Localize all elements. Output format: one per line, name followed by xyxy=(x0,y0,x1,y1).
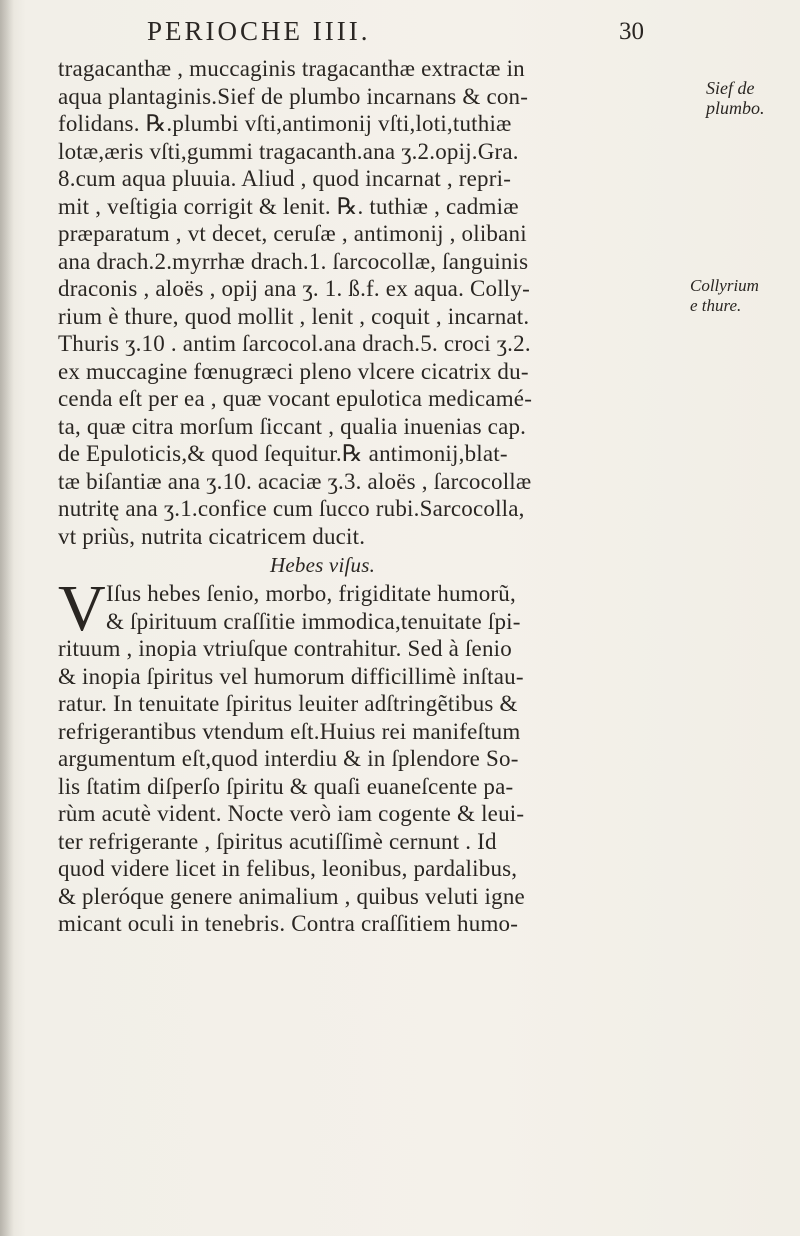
text-line: refrigerantibus vtendum eſt.Huius rei manifeſtum xyxy=(58,718,521,744)
text-line: ter refrigerante , ſpiritus acutiſſimè cernunt . Id xyxy=(58,828,497,854)
text-line: cenda eſt per ea , quæ vocant epulotica medicamé- xyxy=(58,386,533,411)
text-line: ana drach.2.myrrhæ drach.1. ſarcocollæ, ſanguinis xyxy=(58,248,529,274)
text-line: 8.cum aqua pluuia. Aliud , quod incarnat , repri- xyxy=(58,166,512,191)
text-line: & pleróque genere animalium , quibus veluti igne xyxy=(58,883,525,909)
text-line: rituum , inopia vtriuſque contrahitur. Sed à ſenio xyxy=(58,636,512,661)
text-line: vt priùs, nutrita cicatricem ducit. xyxy=(58,523,366,549)
text-line: & inopia ſpiritus vel humorum difficillimè inſtau- xyxy=(58,663,524,689)
text-line: tæ biſantiæ ana ʒ.10. acaciæ ʒ.3. aloës , ſarcocollæ xyxy=(58,468,532,494)
section-heading: Hebes viſus. xyxy=(270,553,376,577)
text-line: rium è thure, quod mollit , lenit , coquit , incarnat. xyxy=(58,303,530,329)
margin-note-sief-de-plumbo xyxy=(706,78,765,118)
text-line: Thuris ʒ.10 . antim ſarcocol.ana drach.5. croci ʒ.2. xyxy=(58,331,531,356)
margin-note-line: plumbo. xyxy=(706,98,765,118)
margin-note-collyrium xyxy=(690,276,759,316)
text-line: ex muccagine fœnugræci pleno vlcere cicatrix du- xyxy=(58,358,529,384)
main-text xyxy=(58,55,678,938)
text-line: quod videre licet in felibus, leonibus, pardalibus, xyxy=(58,856,518,881)
text-line: ta, quæ citra morſum ſiccant , qualia inuenias cap. xyxy=(58,413,527,439)
text-line: & ſpirituum craſſitie immodica,tenuitate ſpi- xyxy=(106,608,521,634)
text-line: rùm acutè vident. Nocte verò iam cogente & leui- xyxy=(58,801,525,826)
text-line: folidans. ℞.plumbi vſti,antimonij vſti,loti,tuthiæ xyxy=(58,111,512,136)
text-line: præparatum , vt decet, ceruſæ , antimonij , olibani xyxy=(58,221,527,246)
running-title: PERIOCHE IIII. xyxy=(147,16,371,46)
binding-shadow xyxy=(0,0,14,1236)
paragraph-hebes-visus xyxy=(58,572,678,938)
text-line: tragacanthæ , muccaginis tragacanthæ extractæ in xyxy=(58,56,525,81)
margin-note-line: e thure. xyxy=(690,296,742,315)
text-line: mit , veſtigia corrigit & lenit. ℞. tuthiæ , cadmiæ xyxy=(58,193,519,219)
text-line: Iſus hebes ſenio, morbo, frigiditate humorũ, xyxy=(106,581,516,606)
running-header xyxy=(0,16,800,52)
margin-note-line: Sief de xyxy=(706,78,755,98)
text-line: draconis , aloës , opij ana ʒ. 1. ß.f. ex aqua. Colly- xyxy=(58,276,530,301)
text-line: aqua plantaginis.Sief de plumbo incarnans & con- xyxy=(58,83,529,109)
page-number: 30 xyxy=(619,18,644,45)
text-line: ratur. In tenuitate ſpiritus leuiter adſtringẽtibus & xyxy=(58,691,518,716)
text-line: micant oculi in tenebris. Contra craſſitiem humo- xyxy=(58,911,519,936)
paragraph-recipes xyxy=(58,55,678,550)
drop-capital: V xyxy=(58,572,106,645)
margin-note-line: Collyrium xyxy=(690,276,759,295)
text-line: lis ſtatim diſperſo ſpiritu & quaſi euaneſcente pa- xyxy=(58,773,514,799)
text-line: de Epuloticis,& quod ſequitur.℞ antimonij,blat- xyxy=(58,441,508,466)
text-line: lotæ,æris vſti,gummi tragacanth.ana ʒ.2.opij.Gra. xyxy=(58,138,519,164)
text-line: nutritę ana ʒ.1.confice cum ſucco rubi.Sarcocolla, xyxy=(58,496,525,521)
text-line: argumentum eſt,quod interdiu & in ſplendore So- xyxy=(58,746,519,771)
